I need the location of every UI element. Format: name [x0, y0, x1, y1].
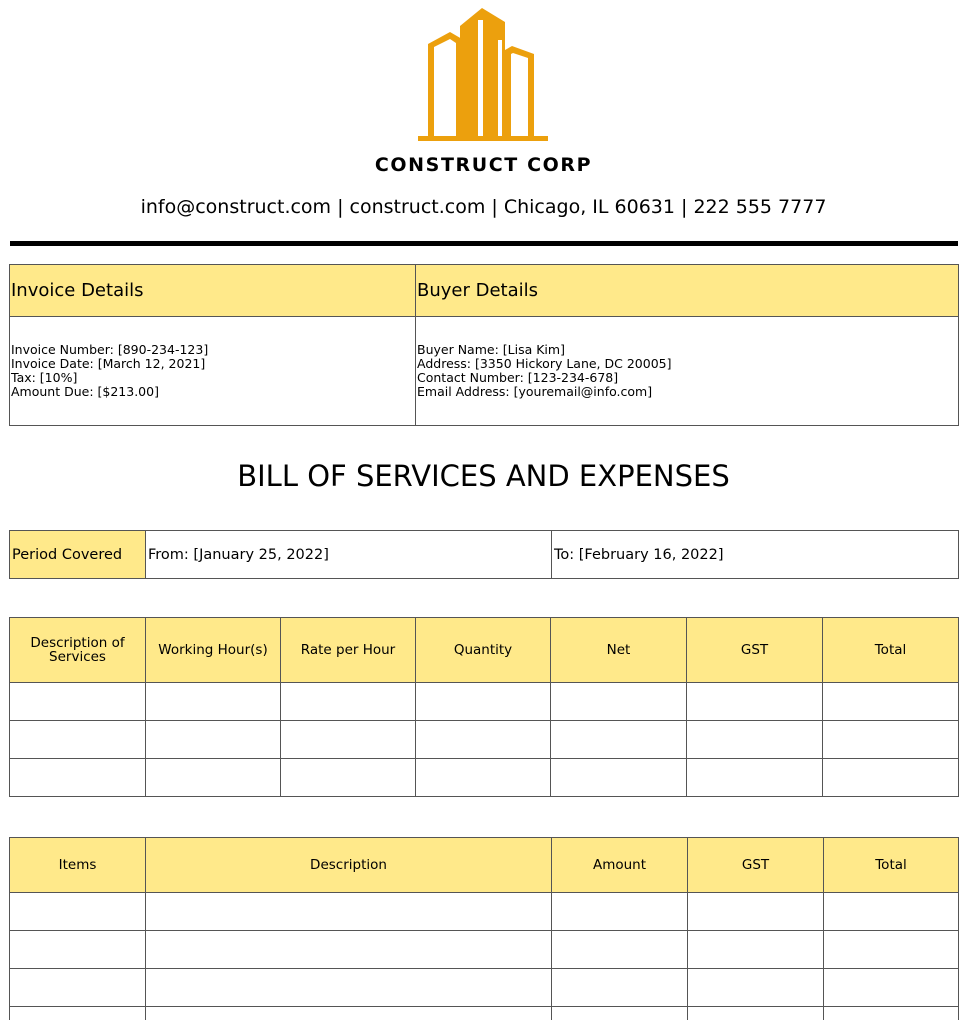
- bill-title: BILL OF SERVICES AND EXPENSES: [237, 459, 730, 493]
- table-cell[interactable]: [552, 969, 688, 1007]
- table-cell[interactable]: [552, 931, 688, 969]
- invoice-tax: Tax: [10%]: [11, 370, 78, 385]
- table-cell[interactable]: [416, 759, 551, 797]
- table-cell[interactable]: [823, 721, 959, 759]
- invoice-date: Invoice Date: [March 12, 2021]: [11, 356, 206, 371]
- table-cell[interactable]: [416, 721, 551, 759]
- period-from[interactable]: From: [January 25, 2022]: [146, 531, 552, 579]
- items-header-items: Items: [10, 838, 146, 893]
- invoice-details-body: [10, 317, 416, 426]
- table-cell[interactable]: [687, 721, 823, 759]
- services-header-working-hours: Working Hour(s): [146, 618, 281, 683]
- company-contact-line: info@construct.com | construct.com | Chicago, IL 60631 | 222 555 7777: [140, 196, 827, 218]
- items-header-description: Description: [146, 838, 552, 893]
- items-header-total: Total: [824, 838, 959, 893]
- period-label: Period Covered: [10, 531, 146, 579]
- table-cell[interactable]: [688, 931, 824, 969]
- table-cell[interactable]: [281, 759, 416, 797]
- table-cell[interactable]: [10, 931, 146, 969]
- buyer-address: Address: [3350 Hickory Lane, DC 20005]: [417, 356, 672, 371]
- buyer-details-body: [416, 317, 959, 426]
- table-cell[interactable]: [687, 683, 823, 721]
- header-divider: [10, 241, 958, 246]
- table-cell[interactable]: [10, 893, 146, 931]
- table-cell[interactable]: [688, 969, 824, 1007]
- invoice-details-heading: Invoice Details: [10, 265, 416, 317]
- table-row: [10, 683, 959, 721]
- table-cell[interactable]: [824, 893, 959, 931]
- services-header-net: Net: [551, 618, 687, 683]
- table-cell[interactable]: [416, 683, 551, 721]
- services-header-quantity: Quantity: [416, 618, 551, 683]
- services-header-rate: Rate per Hour: [281, 618, 416, 683]
- table-cell[interactable]: [10, 969, 146, 1007]
- table-row: [10, 759, 959, 797]
- services-header-description: Description of Services: [10, 618, 146, 683]
- table-cell[interactable]: [10, 683, 146, 721]
- buyer-email: Email Address: [youremail@info.com]: [417, 384, 653, 399]
- table-cell[interactable]: [823, 759, 959, 797]
- table-cell[interactable]: [688, 893, 824, 931]
- table-cell[interactable]: [823, 683, 959, 721]
- services-header-total: Total: [823, 618, 959, 683]
- table-cell[interactable]: [551, 721, 687, 759]
- company-name: CONSTRUCT CORP: [374, 154, 593, 176]
- period-to[interactable]: To: [February 16, 2022]: [552, 531, 959, 579]
- table-cell[interactable]: [551, 683, 687, 721]
- table-cell[interactable]: [146, 683, 281, 721]
- table-cell[interactable]: [10, 721, 146, 759]
- table-row: [10, 931, 959, 969]
- table-cell[interactable]: [281, 721, 416, 759]
- table-cell[interactable]: [824, 931, 959, 969]
- items-header-amount: Amount: [552, 838, 688, 893]
- buyer-details-heading: Buyer Details: [416, 265, 959, 317]
- table-cell[interactable]: [146, 759, 281, 797]
- services-table: [9, 617, 959, 797]
- table-cell[interactable]: [10, 1007, 146, 1020]
- table-cell[interactable]: [824, 969, 959, 1007]
- table-cell[interactable]: [552, 1007, 688, 1020]
- table-cell[interactable]: [824, 1007, 959, 1020]
- buyer-contact-number: Contact Number: [123-234-678]: [417, 370, 619, 385]
- table-cell[interactable]: [146, 969, 552, 1007]
- table-cell[interactable]: [10, 759, 146, 797]
- services-header-gst: GST: [687, 618, 823, 683]
- table-cell[interactable]: [688, 1007, 824, 1020]
- table-row: [10, 969, 959, 1007]
- invoice-number: Invoice Number: [890-234-123]: [11, 342, 209, 357]
- table-row: [10, 893, 959, 931]
- buildings-logo-icon: [416, 6, 550, 142]
- table-cell[interactable]: [687, 759, 823, 797]
- invoice-amount-due: Amount Due: [$213.00]: [11, 384, 159, 399]
- table-cell[interactable]: [281, 683, 416, 721]
- table-row: [10, 721, 959, 759]
- details-table: [9, 264, 959, 426]
- table-cell[interactable]: [552, 893, 688, 931]
- table-row: [10, 1007, 959, 1020]
- buyer-name: Buyer Name: [Lisa Kim]: [417, 342, 565, 357]
- table-cell[interactable]: [146, 721, 281, 759]
- period-table: [9, 530, 959, 579]
- items-table: [9, 837, 959, 1020]
- table-cell[interactable]: [146, 1007, 552, 1020]
- table-cell[interactable]: [551, 759, 687, 797]
- table-cell[interactable]: [146, 893, 552, 931]
- table-cell[interactable]: [146, 931, 552, 969]
- items-header-gst: GST: [688, 838, 824, 893]
